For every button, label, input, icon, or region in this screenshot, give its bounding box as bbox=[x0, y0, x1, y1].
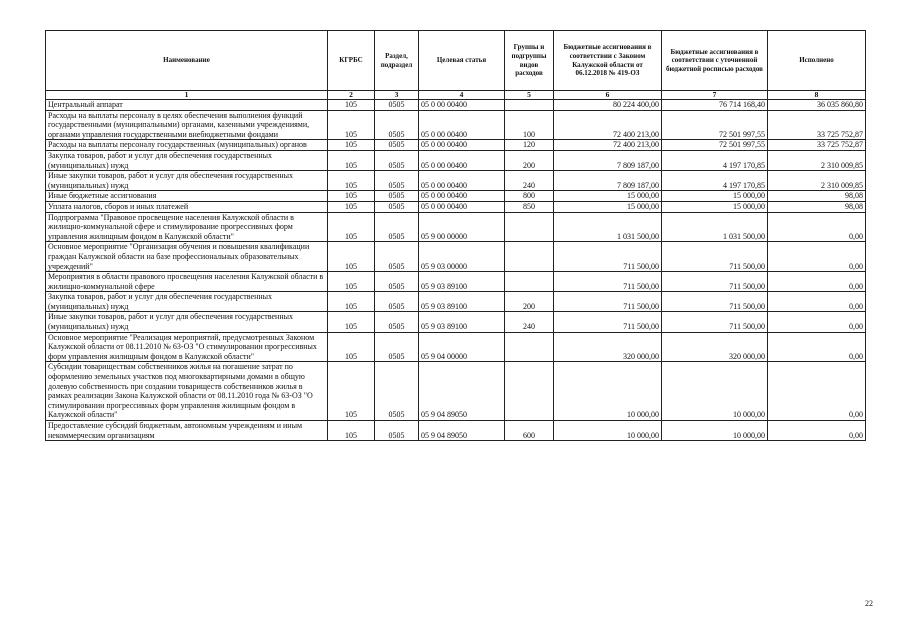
row-target-article: 05 9 04 89050 bbox=[419, 362, 505, 421]
row-expense-type: 800 bbox=[505, 191, 554, 202]
row-razdel: 0505 bbox=[375, 362, 419, 421]
row-name: Иные закупки товаров, работ и услуг для обеспечения государственных (муниципальных) нужд bbox=[46, 312, 328, 332]
header-bud-rospis: Бюджетные ассигнования в соответствии с уточненной бюджетной росписью расходов bbox=[662, 31, 768, 91]
row-assign-schedule: 320 000,00 bbox=[662, 332, 768, 362]
row-razdel: 0505 bbox=[375, 212, 419, 242]
row-kgrbs: 105 bbox=[328, 421, 375, 441]
col-number: 3 bbox=[375, 91, 419, 100]
row-name: Закупка товаров, работ и услуг для обеспечения государственных (муниципальных) нужд bbox=[46, 150, 328, 170]
row-expense-type: 600 bbox=[505, 421, 554, 441]
row-assign-schedule: 4 197 170,85 bbox=[662, 150, 768, 170]
row-assign-law: 72 400 213,00 bbox=[554, 110, 662, 140]
table-row bbox=[46, 362, 866, 421]
row-kgrbs: 105 bbox=[328, 242, 375, 272]
row-expense-type bbox=[505, 272, 554, 292]
row-assign-law: 72 400 213,00 bbox=[554, 140, 662, 151]
row-assign-schedule: 15 000,00 bbox=[662, 191, 768, 202]
table-row bbox=[46, 201, 866, 212]
row-name: Мероприятия в области правового просвещения населения Калужской области в жилищно-коммунальной сфере bbox=[46, 272, 328, 292]
row-name: Расходы на выплаты персоналу в целях обеспечения выполнения функций государственными (муниципальными) органами, казенными учреждениями, органами управления государственными внебюджетными фондами bbox=[46, 110, 328, 140]
row-assign-schedule: 72 501 997,55 bbox=[662, 140, 768, 151]
row-razdel: 0505 bbox=[375, 150, 419, 170]
row-assign-law: 10 000,00 bbox=[554, 421, 662, 441]
row-kgrbs: 105 bbox=[328, 110, 375, 140]
header-kgrbs: КГРБС bbox=[328, 31, 375, 91]
table-row bbox=[46, 140, 866, 151]
row-target-article: 05 0 00 00400 bbox=[419, 150, 505, 170]
row-razdel: 0505 bbox=[375, 110, 419, 140]
row-target-article: 05 9 04 89050 bbox=[419, 421, 505, 441]
row-target-article: 05 0 00 00400 bbox=[419, 100, 505, 111]
row-kgrbs: 105 bbox=[328, 362, 375, 421]
header-gruppy: Группы и подгруппы видов расходов bbox=[505, 31, 554, 91]
row-expense-type: 200 bbox=[505, 292, 554, 312]
row-expense-type bbox=[505, 100, 554, 111]
row-kgrbs: 105 bbox=[328, 212, 375, 242]
row-razdel: 0505 bbox=[375, 332, 419, 362]
row-executed: 0,00 bbox=[768, 212, 866, 242]
row-razdel: 0505 bbox=[375, 191, 419, 202]
row-razdel: 0505 bbox=[375, 201, 419, 212]
col-number: 4 bbox=[419, 91, 505, 100]
row-target-article: 05 0 00 00400 bbox=[419, 201, 505, 212]
row-expense-type bbox=[505, 362, 554, 421]
row-name: Иные закупки товаров, работ и услуг для обеспечения государственных (муниципальных) нужд bbox=[46, 171, 328, 191]
col-number: 6 bbox=[554, 91, 662, 100]
table-row bbox=[46, 242, 866, 272]
row-name: Предоставление субсидий бюджетным, автономным учреждениям и иным некоммерческим организациям bbox=[46, 421, 328, 441]
row-razdel: 0505 bbox=[375, 242, 419, 272]
row-target-article: 05 0 00 00400 bbox=[419, 140, 505, 151]
row-assign-schedule: 72 501 997,55 bbox=[662, 110, 768, 140]
col-number: 7 bbox=[662, 91, 768, 100]
header-bud-zakon: Бюджетные ассигнования в соответствии с Законом Калужской области от 06.12.2018 № 419-ОЗ bbox=[554, 31, 662, 91]
table-row bbox=[46, 421, 866, 441]
row-assign-schedule: 711 500,00 bbox=[662, 272, 768, 292]
row-target-article: 05 9 03 89100 bbox=[419, 312, 505, 332]
row-assign-schedule: 1 031 500,00 bbox=[662, 212, 768, 242]
row-name: Иные бюджетные ассигнования bbox=[46, 191, 328, 202]
table-row bbox=[46, 312, 866, 332]
header-ispolneno: Исполнено bbox=[768, 31, 866, 91]
row-assign-law: 711 500,00 bbox=[554, 272, 662, 292]
row-expense-type: 240 bbox=[505, 312, 554, 332]
row-razdel: 0505 bbox=[375, 292, 419, 312]
row-executed: 0,00 bbox=[768, 292, 866, 312]
table-row bbox=[46, 171, 866, 191]
row-assign-law: 711 500,00 bbox=[554, 292, 662, 312]
row-assign-schedule: 711 500,00 bbox=[662, 312, 768, 332]
row-kgrbs: 105 bbox=[328, 201, 375, 212]
col-number: 8 bbox=[768, 91, 866, 100]
row-assign-schedule: 711 500,00 bbox=[662, 242, 768, 272]
row-executed: 2 310 009,85 bbox=[768, 171, 866, 191]
row-razdel: 0505 bbox=[375, 171, 419, 191]
row-assign-law: 10 000,00 bbox=[554, 362, 662, 421]
table-row bbox=[46, 272, 866, 292]
row-kgrbs: 105 bbox=[328, 312, 375, 332]
table-row bbox=[46, 191, 866, 202]
row-assign-law: 711 500,00 bbox=[554, 242, 662, 272]
row-assign-law: 15 000,00 bbox=[554, 191, 662, 202]
row-target-article: 05 9 03 89100 bbox=[419, 272, 505, 292]
budget-table bbox=[45, 30, 866, 441]
row-expense-type bbox=[505, 212, 554, 242]
row-name: Основное мероприятие "Реализация мероприятий, предусмотренных Законом Калужской области от 08.11.2010 № 63-ОЗ "О стимулировании прогрессивных форм управления жилищным фондом в Калужской области" bbox=[46, 332, 328, 362]
row-executed: 2 310 009,85 bbox=[768, 150, 866, 170]
row-expense-type: 850 bbox=[505, 201, 554, 212]
row-expense-type: 200 bbox=[505, 150, 554, 170]
row-executed: 36 035 860,80 bbox=[768, 100, 866, 111]
row-executed: 0,00 bbox=[768, 362, 866, 421]
row-executed: 0,00 bbox=[768, 332, 866, 362]
row-assign-schedule: 4 197 170,85 bbox=[662, 171, 768, 191]
row-razdel: 0505 bbox=[375, 272, 419, 292]
row-target-article: 05 9 03 00000 bbox=[419, 242, 505, 272]
row-assign-schedule: 76 714 168,40 bbox=[662, 100, 768, 111]
row-expense-type: 100 bbox=[505, 110, 554, 140]
row-executed: 33 725 752,87 bbox=[768, 140, 866, 151]
row-razdel: 0505 bbox=[375, 312, 419, 332]
row-assign-law: 80 224 400,00 bbox=[554, 100, 662, 111]
row-target-article: 05 9 00 00000 bbox=[419, 212, 505, 242]
row-target-article: 05 0 00 00400 bbox=[419, 171, 505, 191]
col-number: 1 bbox=[46, 91, 328, 100]
row-assign-law: 711 500,00 bbox=[554, 312, 662, 332]
table-row bbox=[46, 100, 866, 111]
row-executed: 0,00 bbox=[768, 312, 866, 332]
row-assign-law: 1 031 500,00 bbox=[554, 212, 662, 242]
header-tsel: Целевая статья bbox=[419, 31, 505, 91]
row-assign-law: 320 000,00 bbox=[554, 332, 662, 362]
row-target-article: 05 9 03 89100 bbox=[419, 292, 505, 312]
table-row bbox=[46, 110, 866, 140]
row-executed: 33 725 752,87 bbox=[768, 110, 866, 140]
row-name: Подпрограмма "Правовое просвещение населения Калужской области в жилищно-коммунальной сфере и стимулирование прогрессивных форм управления жилищным фондом в Калужской области" bbox=[46, 212, 328, 242]
row-executed: 98,08 bbox=[768, 201, 866, 212]
row-kgrbs: 105 bbox=[328, 150, 375, 170]
col-number: 5 bbox=[505, 91, 554, 100]
row-target-article: 05 9 04 00000 bbox=[419, 332, 505, 362]
row-assign-schedule: 10 000,00 bbox=[662, 362, 768, 421]
row-kgrbs: 105 bbox=[328, 332, 375, 362]
table-row bbox=[46, 212, 866, 242]
row-kgrbs: 105 bbox=[328, 191, 375, 202]
header-row bbox=[46, 31, 866, 91]
row-razdel: 0505 bbox=[375, 140, 419, 151]
row-assign-law: 7 809 187,00 bbox=[554, 150, 662, 170]
row-expense-type: 240 bbox=[505, 171, 554, 191]
row-executed: 98,08 bbox=[768, 191, 866, 202]
column-number-row bbox=[46, 91, 866, 100]
row-executed: 0,00 bbox=[768, 421, 866, 441]
row-expense-type bbox=[505, 242, 554, 272]
row-kgrbs: 105 bbox=[328, 292, 375, 312]
row-executed: 0,00 bbox=[768, 272, 866, 292]
row-expense-type: 120 bbox=[505, 140, 554, 151]
row-assign-law: 15 000,00 bbox=[554, 201, 662, 212]
row-assign-schedule: 10 000,00 bbox=[662, 421, 768, 441]
row-name: Субсидии товариществам собственников жилья на погашение затрат по оформлению земельных участков под многоквартирными домами в общую долевую собственность при создании товариществ собственников жилья в рамках реализации Закона Калужской области от 08.11.2010 года № 63-ОЗ "О стимулировании прогрессивных форм управления жилищным фондом в Калужской области" bbox=[46, 362, 328, 421]
row-executed: 0,00 bbox=[768, 242, 866, 272]
row-name: Основное мероприятие "Организация обучения и повышения квалификации граждан Калужской области на базе профессиональных образовательных учреждений" bbox=[46, 242, 328, 272]
row-name: Закупка товаров, работ и услуг для обеспечения государственных (муниципальных) нужд bbox=[46, 292, 328, 312]
header-name: Наименование bbox=[46, 31, 328, 91]
row-kgrbs: 105 bbox=[328, 140, 375, 151]
row-assign-schedule: 15 000,00 bbox=[662, 201, 768, 212]
row-kgrbs: 105 bbox=[328, 171, 375, 191]
row-expense-type bbox=[505, 332, 554, 362]
table-row bbox=[46, 292, 866, 312]
row-name: Уплата налогов, сборов и иных платежей bbox=[46, 201, 328, 212]
row-name: Центральный аппарат bbox=[46, 100, 328, 111]
row-razdel: 0505 bbox=[375, 421, 419, 441]
header-razdel: Раздел, подраздел bbox=[375, 31, 419, 91]
row-razdel: 0505 bbox=[375, 100, 419, 111]
row-kgrbs: 105 bbox=[328, 272, 375, 292]
col-number: 2 bbox=[328, 91, 375, 100]
table-row bbox=[46, 332, 866, 362]
row-assign-law: 7 809 187,00 bbox=[554, 171, 662, 191]
row-assign-schedule: 711 500,00 bbox=[662, 292, 768, 312]
row-target-article: 05 0 00 00400 bbox=[419, 191, 505, 202]
table-row bbox=[46, 150, 866, 170]
row-kgrbs: 105 bbox=[328, 100, 375, 111]
row-name: Расходы на выплаты персоналу государственных (муниципальных) органов bbox=[46, 140, 328, 151]
page-number: 22 bbox=[865, 599, 873, 608]
row-target-article: 05 0 00 00400 bbox=[419, 110, 505, 140]
